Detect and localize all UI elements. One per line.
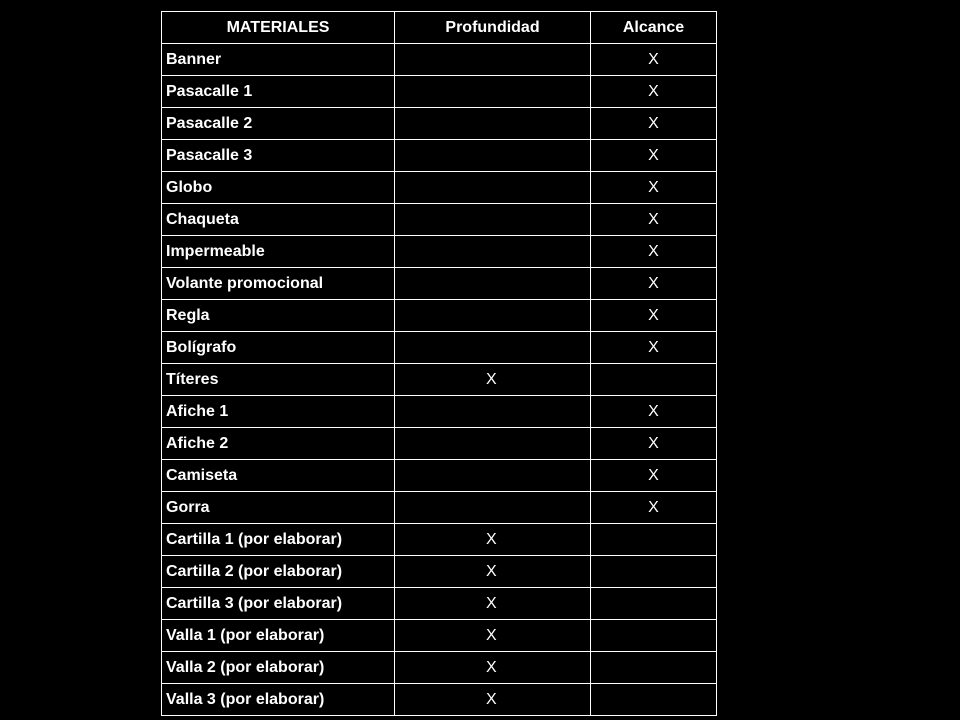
- profundidad-cell: [395, 396, 591, 428]
- profundidad-cell: X: [395, 524, 591, 556]
- material-cell: Cartilla 2 (por elaborar): [162, 556, 395, 588]
- table-row: [162, 492, 717, 524]
- material-cell: Bolígrafo: [162, 332, 395, 364]
- header-profundidad: Profundidad: [395, 12, 591, 44]
- header-materiales: MATERIALES: [162, 12, 395, 44]
- profundidad-cell: [395, 460, 591, 492]
- material-cell: Globo: [162, 172, 395, 204]
- alcance-cell: [591, 556, 717, 588]
- material-cell: Pasacalle 3: [162, 140, 395, 172]
- profundidad-cell: X: [395, 364, 591, 396]
- alcance-cell: X: [591, 108, 717, 140]
- profundidad-cell: X: [395, 588, 591, 620]
- table-row: [162, 204, 717, 236]
- profundidad-cell: [395, 204, 591, 236]
- alcance-cell: X: [591, 492, 717, 524]
- alcance-cell: X: [591, 44, 717, 76]
- material-cell: Regla: [162, 300, 395, 332]
- table-row: [162, 620, 717, 652]
- material-cell: Valla 2 (por elaborar): [162, 652, 395, 684]
- alcance-cell: X: [591, 268, 717, 300]
- alcance-cell: X: [591, 428, 717, 460]
- table-row: [162, 268, 717, 300]
- alcance-cell: X: [591, 76, 717, 108]
- material-cell: Chaqueta: [162, 204, 395, 236]
- table-row: [162, 364, 717, 396]
- profundidad-cell: [395, 492, 591, 524]
- profundidad-cell: [395, 44, 591, 76]
- table-row: [162, 588, 717, 620]
- table-row: [162, 44, 717, 76]
- material-cell: Valla 3 (por elaborar): [162, 684, 395, 716]
- table-row: [162, 108, 717, 140]
- alcance-cell: X: [591, 236, 717, 268]
- material-cell: Pasacalle 2: [162, 108, 395, 140]
- table-row: [162, 396, 717, 428]
- profundidad-cell: [395, 300, 591, 332]
- table-row: [162, 332, 717, 364]
- alcance-cell: X: [591, 204, 717, 236]
- material-cell: Impermeable: [162, 236, 395, 268]
- profundidad-cell: [395, 332, 591, 364]
- profundidad-cell: X: [395, 620, 591, 652]
- alcance-cell: [591, 588, 717, 620]
- profundidad-cell: [395, 140, 591, 172]
- profundidad-cell: [395, 172, 591, 204]
- table-row: [162, 300, 717, 332]
- alcance-cell: [591, 364, 717, 396]
- table-row: [162, 524, 717, 556]
- alcance-cell: [591, 524, 717, 556]
- profundidad-cell: X: [395, 556, 591, 588]
- material-cell: Cartilla 1 (por elaborar): [162, 524, 395, 556]
- profundidad-cell: X: [395, 652, 591, 684]
- material-cell: Volante promocional: [162, 268, 395, 300]
- table-row: [162, 652, 717, 684]
- table-row: [162, 76, 717, 108]
- profundidad-cell: X: [395, 684, 591, 716]
- material-cell: Camiseta: [162, 460, 395, 492]
- alcance-cell: X: [591, 140, 717, 172]
- materials-table: [161, 11, 717, 716]
- header-alcance: Alcance: [591, 12, 717, 44]
- alcance-cell: [591, 652, 717, 684]
- profundidad-cell: [395, 268, 591, 300]
- profundidad-cell: [395, 76, 591, 108]
- table-row: [162, 428, 717, 460]
- table-body: [162, 44, 717, 716]
- profundidad-cell: [395, 108, 591, 140]
- material-cell: Cartilla 3 (por elaborar): [162, 588, 395, 620]
- material-cell: Pasacalle 1: [162, 76, 395, 108]
- table-row: [162, 140, 717, 172]
- alcance-cell: [591, 620, 717, 652]
- alcance-cell: X: [591, 332, 717, 364]
- alcance-cell: X: [591, 396, 717, 428]
- alcance-cell: X: [591, 172, 717, 204]
- alcance-cell: X: [591, 300, 717, 332]
- table-row: [162, 172, 717, 204]
- alcance-cell: X: [591, 460, 717, 492]
- table-row: [162, 556, 717, 588]
- table-row: [162, 460, 717, 492]
- table-header: [162, 12, 717, 44]
- header-row: [162, 12, 717, 44]
- alcance-cell: [591, 684, 717, 716]
- material-cell: Afiche 2: [162, 428, 395, 460]
- profundidad-cell: [395, 428, 591, 460]
- table-row: [162, 684, 717, 716]
- material-cell: Afiche 1: [162, 396, 395, 428]
- material-cell: Valla 1 (por elaborar): [162, 620, 395, 652]
- table-row: [162, 236, 717, 268]
- material-cell: Gorra: [162, 492, 395, 524]
- material-cell: Banner: [162, 44, 395, 76]
- profundidad-cell: [395, 236, 591, 268]
- material-cell: Títeres: [162, 364, 395, 396]
